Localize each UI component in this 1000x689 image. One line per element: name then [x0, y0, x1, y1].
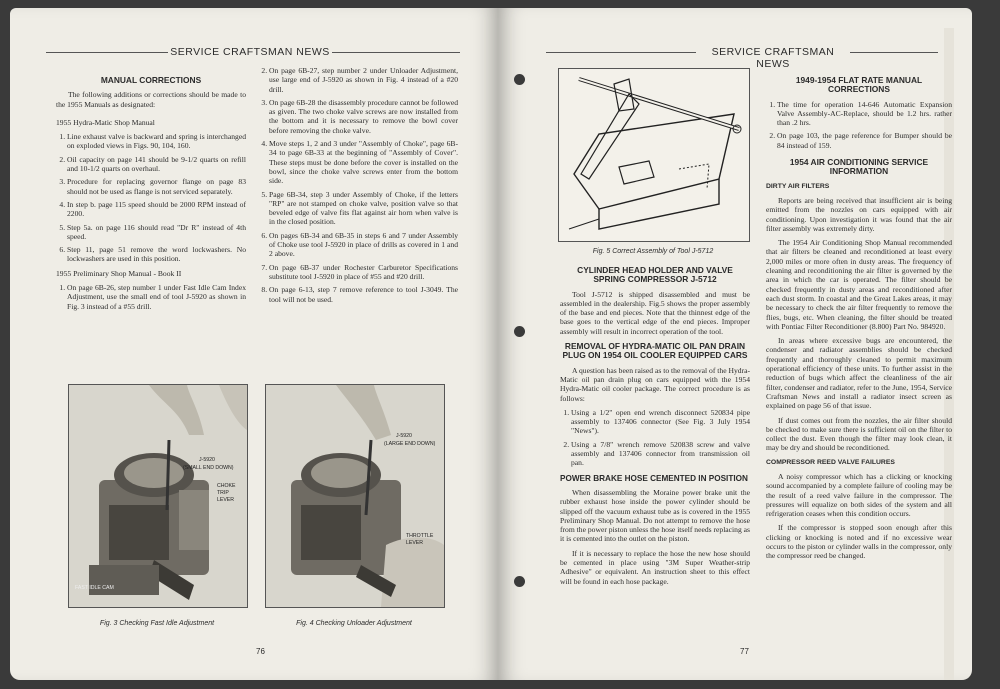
list-item: 2. Using a 7/8" wrench remove 520838 screw and valve assembly and 137406 connector from transmission oil pan.: [571, 440, 750, 468]
list-item: 1. Using a 1/2" open end wrench disconnect 520834 pipe assembly to 137406 connector (See Fig. 3 July 1954 "News").: [571, 408, 750, 436]
right-column-2: [766, 76, 952, 566]
figure-5-caption: Fig. 5 Correct Assembly of Tool J-5712: [592, 248, 714, 255]
right-column-1: [560, 266, 750, 591]
section-title: MANUAL CORRECTIONS: [100, 75, 202, 85]
flat-rate-corrections-list: [766, 100, 952, 150]
header-rule: [850, 52, 938, 53]
figure-5-drawing: [558, 68, 750, 242]
list-item: 8. On page 6-13, step 7 remove reference to tool J-3049. The tool will not be used.: [269, 285, 458, 304]
list-item: 2. On page 103, the page reference for Bumper should be 84 instead of 159.: [777, 131, 952, 150]
label-tool: J-5920: [199, 457, 215, 463]
label-lever: LEVER: [406, 540, 424, 546]
list-item: 1. Line exhaust valve is backward and spring is interchanged on exploded views in Figs. 90, 104, 160.: [67, 132, 246, 151]
subsection-title: DIRTY AIR FILTERS: [766, 182, 830, 190]
label-fast-idle-cam: FAST IDLE CAM: [75, 585, 114, 591]
section-title: CYLINDER HEAD HOLDER AND VALVE SPRING COMPRESSOR J-5712: [577, 265, 733, 285]
figure-4-caption: Fig. 4 Checking Unloader Adjustment: [296, 620, 412, 627]
removal-steps-list: [560, 408, 750, 468]
header-rule: [332, 52, 460, 53]
right-page: [498, 8, 972, 680]
body-text: In areas where excessive bugs are encountered, the condenser and radiator assemblies should be checked frequently and thoroughly cleaned to permit maximum operational efficiency of these units. To further assist in the reduction of bugs which affect the cleanliness of the air filter, condenser and radiator, refer to the June, 1954, Service Craftsman News and install a radiator insect screen as explained on page 56 of that issue.: [766, 336, 952, 411]
preliminary-corrections-list-cont: [258, 66, 458, 304]
section-title: POWER BRAKE HOSE CEMENTED IN POSITION: [560, 473, 748, 483]
subheading: 1955 Hydra-Matic Shop Manual: [56, 117, 155, 127]
carburetor-photo: [266, 385, 444, 607]
page-number: 77: [740, 647, 749, 656]
punch-hole: [514, 326, 525, 337]
figure-4-photo: [265, 384, 445, 608]
list-item: 1. On page 6B-26, step number 1 under Fast Idle Cam Index Adjustment, use the small end of tool J-5920 as shown in Fig. 3 instead of a #55 drill.: [67, 283, 246, 311]
body-text: When disassembling the Moraine power brake unit the rubber exhaust hose inside the power cylinder should be slipped off the vacuum exhaust tube as is covered in the 1955 Preliminary Shop Manual. Do not attempt to remove the hose from the power piston unless the hose itself needs replacing as it is cemented into the outlet on the piston.: [560, 487, 750, 544]
body-text: A question has been raised as to the removal of the Hydra-Matic oil pan drain plug on cars equipped with the 1954 Hydra-Matic oil cooler package. The correct procedure is as follows:: [560, 365, 750, 403]
punch-hole: [514, 576, 525, 587]
list-item: 6. On pages 6B-34 and 6B-35 in steps 6 and 7 under Assembly of Choke use tool J-5920 in place of drills as covered in 1 and 2 above.: [269, 231, 458, 259]
label-lever: LEVER: [217, 497, 235, 503]
list-item: 5. Page 6B-34, step 3 under Assembly of Choke, if the letters "RP" are not stamped on choke valve, position valve so that beveled edge of valve fits flat against air horn when valve is in the closed position.: [269, 190, 458, 227]
left-column-1: [56, 76, 246, 316]
list-item: 3. On page 6B-28 the disassembly procedure cannot be followed as given. The two choke valve screws are now installed from the bottom and it is necessary to remove the bowl cover before removing the choke valve.: [269, 98, 458, 135]
tool-drawing: [559, 69, 749, 241]
section-title: 1954 AIR CONDITIONING SERVICE INFORMATION: [789, 157, 929, 177]
label-trip: TRIP: [217, 490, 229, 496]
label-throttle: THROTTLE: [406, 533, 434, 539]
list-item: 1. The time for operation 14-646 Automatic Expansion Valve Assembly-AC-Replace, should be 1.2 hrs. rather than .2 hrs.: [777, 100, 952, 128]
list-item: 2. On page 6B-27, step number 2 under Unloader Adjustment, use large end of J-5920 as shown in Fig. 4 instead of a #20 drill.: [269, 66, 458, 94]
punch-hole: [514, 74, 525, 85]
page-header: SERVICE CRAFTSMAN NEWS: [711, 46, 835, 70]
page-header: SERVICE CRAFTSMAN NEWS: [170, 46, 330, 58]
label-choke: CHOKE: [217, 483, 236, 489]
body-text: If it is necessary to replace the hose the new hose should be cemented in place using "3M Super Weather-strip Adhesive" or equivalent. An instruction sheet to this effect will be found in each hose package.: [560, 548, 750, 586]
left-column-2: [258, 66, 458, 309]
figure-3-photo: [68, 384, 248, 608]
list-item: 4. In step b. page 115 speed should be 2000 RPM instead of 2200.: [67, 200, 246, 219]
hydramatic-corrections-list: [56, 132, 246, 264]
body-text: Tool J-5712 is shipped disassembled and must be assembled in the dealership. Fig.5 shows the proper assembly of the base and end pieces. Note that the thinnest edge of the base goes to the vertical edge of the end pieces. Improper assembly will result in incorrect operation of the tool.: [560, 289, 750, 336]
section-title: REMOVAL OF HYDRA-MATIC OIL PAN DRAIN PLUG ON 1954 OIL COOLER EQUIPPED CARS: [562, 341, 748, 361]
list-item: 4. Move steps 1, 2 and 3 under "Assembly of Choke", page 6B-34 to page 6B-33 at the beginning of "Assembly of Cover". These steps must be done before the cover is installed on the bowl, since the choke valve screws enter from the bottom side.: [269, 139, 458, 185]
list-item: 3. Procedure for replacing governor flange on page 83 should not be used as flange is not serviced separately.: [67, 177, 246, 196]
body-text: If the compressor is stopped soon enough after this clicking or knocking is noted and if no excessive wear occurs to the piston or cylinder walls in the compressor, only the compressor reed be changed.: [766, 523, 952, 561]
body-text: Reports are being received that insufficient air is being emitted from the nozzles on cars equipped with air conditioning. Upon investigation it was found that the air filter assembly was extremely dirty.: [766, 195, 952, 233]
label-large-end: (LARGE END DOWN): [384, 441, 436, 447]
label-tool: J-5920: [396, 433, 412, 439]
label-small-end: (SMALL END DOWN): [183, 465, 234, 471]
subheading: 1955 Preliminary Shop Manual - Book II: [56, 268, 182, 278]
preliminary-corrections-list: [56, 283, 246, 311]
subsection-title: COMPRESSOR REED VALVE FAILURES: [766, 458, 895, 466]
header-rule: [546, 52, 696, 53]
section-title: 1949-1954 FLAT RATE MANUAL CORRECTIONS: [795, 75, 923, 95]
list-item: 6. Step 11, page 51 remove the word lockwashers. No lockwashers are used in this position.: [67, 245, 246, 264]
body-text: If dust comes out from the nozzles, the air filter should be checked to make sure there is sufficient oil on the filter to collect the dust. Even though the filter may look clean, it may be dry and should be reconditioned.: [766, 415, 952, 453]
figure-3-caption: Fig. 3 Checking Fast Idle Adjustment: [99, 620, 215, 627]
body-text: The 1954 Air Conditioning Shop Manual recommended that air filters be cleaned and reconditioned at least every 2,000 miles or more often in dusty areas. The frequency of cleaning and reconditioning the air filter is governed by the area in which the car is operated. The filter should be checked frequently in dusty areas and reconditioned after each dust storm. In coastal and the Great Lakes areas, it may be necessary to check the air filter frequently to remove the flies, bugs, etc. When cleaning, the filter should be treated with Pontiac Filter Reconditioner (8.800) Part No. 984920.: [766, 238, 952, 331]
list-item: 7. On page 6B-37 under Rochester Carburetor Specifications substitute tool J-5920 in place of #55 and #20 drill.: [269, 263, 458, 282]
carburetor-photo: [69, 385, 247, 607]
page-number: 76: [256, 647, 265, 656]
header-rule: [46, 52, 168, 53]
body-text: A noisy compressor which has a clicking or knocking sound accompanied by a complete failure of cooling may be the result of a reed valve failure in the compressor. The pressures will equalize on both sides of the system and all refrigeration ceases when this condition occurs.: [766, 471, 952, 519]
list-item: 2. Oil capacity on page 141 should be 9-1/2 quarts on refill and 10-1/2 quarts on overhaul.: [67, 155, 246, 174]
list-item: 5. Step 5a. on page 116 should read "Dr R" instead of 4th speed.: [67, 223, 246, 242]
left-page: [10, 8, 498, 680]
intro-text: The following additions or corrections should be made to the 1955 Manuals as designated:: [56, 90, 246, 109]
